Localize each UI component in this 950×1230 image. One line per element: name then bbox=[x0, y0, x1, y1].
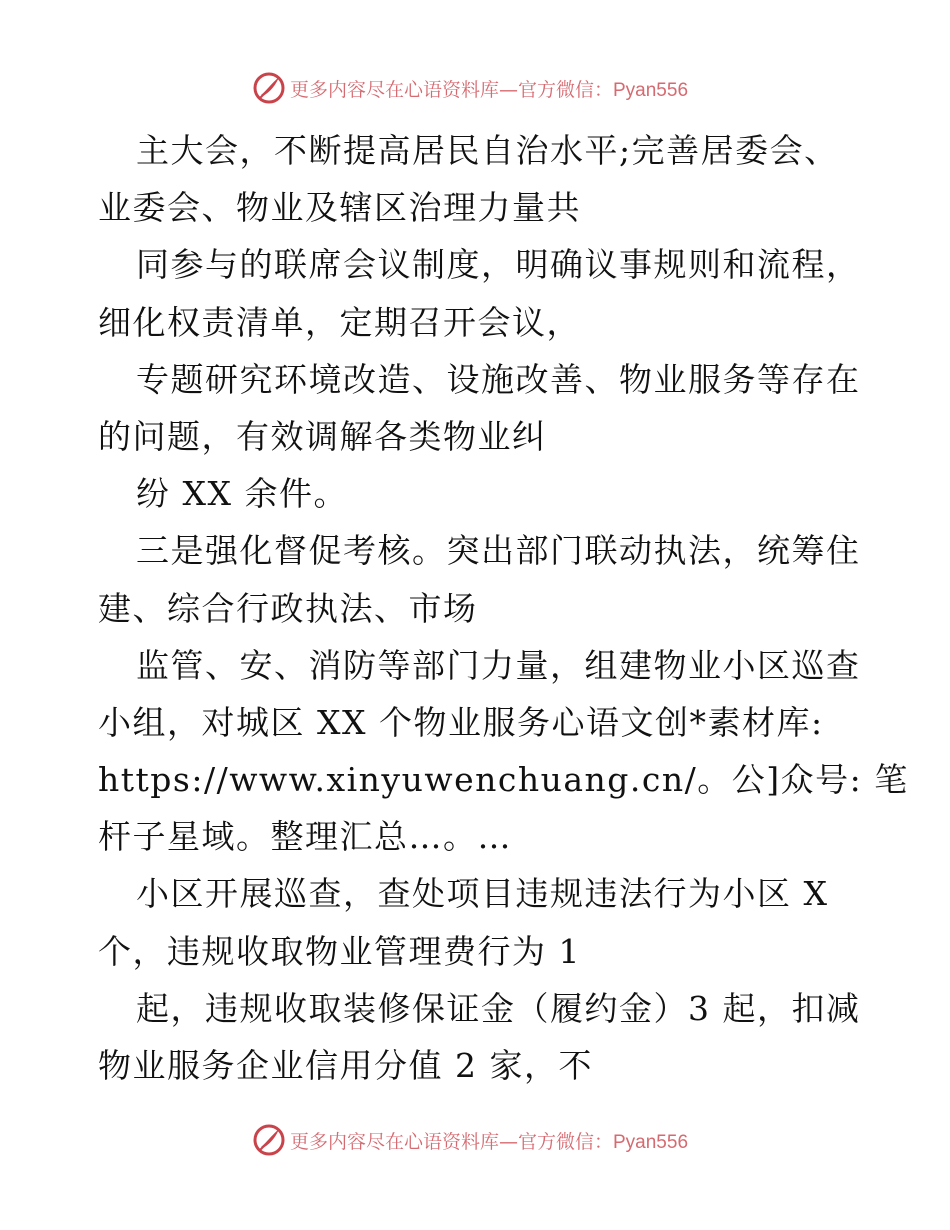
header-watermark bbox=[0, 68, 950, 108]
text-line: 细化权责清单，定期召开会议， bbox=[98, 302, 581, 342]
text-line: 业委会、物业及辖区治理力量共 bbox=[98, 188, 581, 228]
text-line: 监管、安、消防等部门力量，组建物业小区巡查 bbox=[136, 645, 861, 685]
quill-logo-icon bbox=[252, 71, 286, 105]
text-line: 纷 XX 余件。 bbox=[136, 474, 348, 514]
text-line: 起，违规收取装修保证金（履约金）3 起，扣减 bbox=[136, 988, 861, 1028]
text-line: 同参与的联席会议制度，明确议事规则和流程， bbox=[136, 245, 861, 285]
text-line: 杆子星域。整理汇总…。… bbox=[98, 817, 512, 857]
text-line: 小组，对城区 XX 个物业服务心语文创*素材库: bbox=[98, 702, 824, 742]
watermark-text: 更多内容尽在心语资料库—官方微信：Pyan556 bbox=[289, 1130, 689, 1153]
document-body bbox=[98, 122, 909, 1094]
text-line: 建、综合行政执法、市场 bbox=[98, 588, 478, 628]
watermark-text: 更多内容尽在心语资料库—官方微信：Pyan556 bbox=[289, 78, 689, 101]
text-line: 的问题，有效调解各类物业纠 bbox=[98, 416, 547, 456]
text-line: 主大会，不断提高居民自治水平;完善居委会、 bbox=[136, 131, 839, 170]
quill-logo-icon bbox=[252, 1123, 286, 1157]
text-line: 个，违规收取物业管理费行为 1 bbox=[98, 931, 581, 971]
text-line: 小区开展巡查，查处项目违规违法行为小区 X bbox=[136, 874, 829, 914]
footer-watermark bbox=[0, 1120, 950, 1160]
text-line: 三是强化督促考核。突出部门联动执法，统筹住 bbox=[136, 531, 861, 571]
text-line: https://www.xinyuwenchuang.cn/。公]众号: 笔 bbox=[98, 760, 909, 800]
text-line: 专题研究环境改造、设施改善、物业服务等存在 bbox=[136, 359, 861, 399]
text-line: 物业服务企业信用分值 2 家，不 bbox=[98, 1046, 593, 1085]
